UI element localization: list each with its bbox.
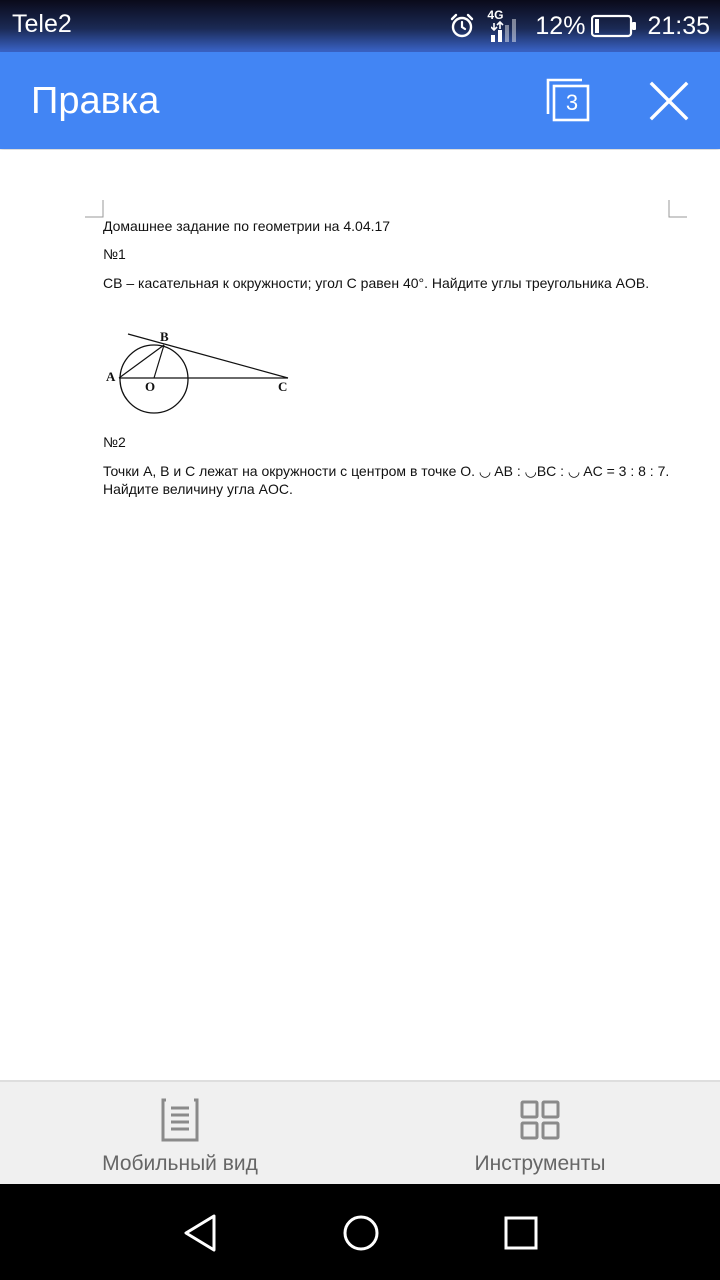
back-icon: [180, 1212, 222, 1254]
clock: 21:35: [647, 11, 710, 40]
label-c: C: [278, 379, 288, 394]
task-1-number: №1: [103, 246, 126, 262]
close-button[interactable]: [644, 76, 694, 126]
mobile-view-icon: [160, 1098, 200, 1142]
back-button[interactable]: [180, 1212, 222, 1254]
tools-grid-icon: [520, 1098, 560, 1142]
battery-icon: [591, 14, 637, 38]
alarm-icon: [449, 13, 475, 39]
signal-indicator: [487, 10, 521, 42]
task-2-number: №2: [103, 434, 126, 450]
label-b: B: [160, 329, 169, 344]
navigation-bar: [0, 1184, 720, 1280]
crop-mark-left: [85, 200, 105, 220]
tangent-cb: [128, 334, 288, 378]
mobile-view-label: Мобильный вид: [102, 1152, 258, 1175]
mobile-view-button[interactable]: [0, 1082, 360, 1186]
radius-ob: [154, 345, 164, 378]
tools-button[interactable]: [360, 1082, 720, 1186]
document-heading: Домашнее задание по геометрии на 4.04.17: [103, 218, 391, 234]
tools-label: Инструменты: [474, 1152, 606, 1175]
pages-count: 3: [565, 90, 579, 115]
recents-icon: [500, 1212, 542, 1254]
task-2-text: Точки A, B и C лежат на окружности с центром в точке O. ◡ AB : ◡BC : ◡ AC = 3 : 8 : 7. Найдите величину угла AOC.: [103, 463, 670, 497]
page-title: Правка: [31, 80, 160, 122]
app-bar: [0, 52, 720, 149]
signal-icon: [491, 18, 521, 42]
home-button[interactable]: [340, 1212, 382, 1254]
status-icons: [449, 8, 710, 44]
document-view[interactable]: [0, 150, 720, 1080]
battery-percent: 12%: [535, 11, 586, 40]
geometry-figure: [100, 328, 300, 418]
label-a: A: [106, 369, 116, 384]
chord-ab: [119, 345, 164, 378]
recents-button[interactable]: [500, 1212, 542, 1254]
bottom-toolbar: [0, 1080, 720, 1184]
pages-button[interactable]: [544, 76, 594, 126]
status-bar: [0, 0, 720, 52]
home-icon: [340, 1212, 382, 1254]
carrier-name: Tele2: [12, 10, 72, 38]
label-o: O: [145, 379, 156, 394]
task-1-text: CB – касательная к окружности; угол С равен 40°. Найдите углы треугольника AOB.: [103, 275, 650, 291]
network-type: 4G: [487, 8, 504, 22]
close-icon: [644, 76, 694, 126]
